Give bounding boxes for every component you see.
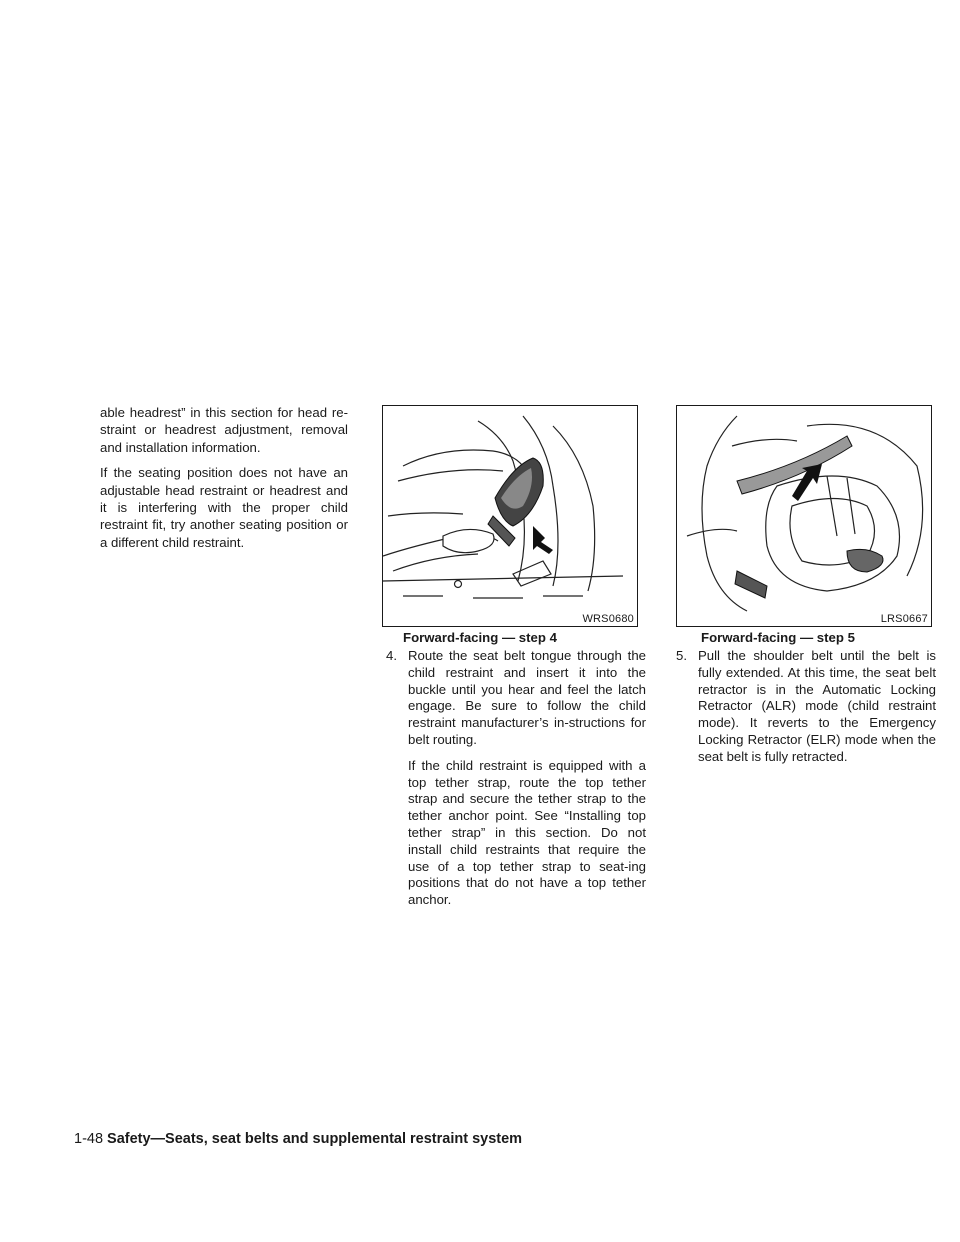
figure-caption-step4: Forward-facing — step 4 [403,630,557,645]
figure-step4-illustration [382,405,638,627]
step-4 [386,648,646,909]
step-text: Route the seat belt tongue through the child restraint and insert it into the buckle until you hear and feel the latch engage. Be sure to follow the child restraint manufacturer’s in-structions for belt routing. [408,648,646,747]
shoulder-belt-illustration [677,406,930,625]
paragraph-seating-position: If the seating position does not have an adjustable head restraint or headrest and it is interfering with the proper child restraint fit, try another seating position or a different child restraint. [100,465,348,550]
step-text: Pull the shoulder belt until the belt is fully extended. At this time, the seat belt retractor is in the Automatic Locking Retractor (ALR) mode (child restraint mode). It reverts to the Emergency Locking Retractor (ELR) mode when the seat belt is fully retracted. [698,648,936,764]
page-number: 1-48 [74,1131,104,1147]
figure-code: WRS0680 [582,613,634,625]
figure-caption-step5: Forward-facing — step 5 [701,630,855,645]
section-title: Safety—Seats, seat belts and supplemental restraint system [107,1131,523,1147]
step-5 [676,648,936,766]
figure-step5-illustration [676,405,932,627]
buckle-illustration [383,406,636,625]
step-number: 4. [386,648,397,663]
step-number: 5. [676,648,687,663]
paragraph-headrest-reference: able headrest” in this section for head re-straint or headrest adjustment, removal and installation information. [100,405,348,455]
step-subtext: If the child restraint is equipped with a top tether strap, route the top tether strap and secure the tether strap to the tether anchor point. See “Installing top tether strap” in this section. Do not install child restraints that require the use of a top tether strap to seat-ing positions that do not have a top tether anchor. [408,757,646,908]
page-footer [74,1130,522,1148]
left-text-column [100,404,348,551]
figure-code: LRS0667 [880,613,928,625]
